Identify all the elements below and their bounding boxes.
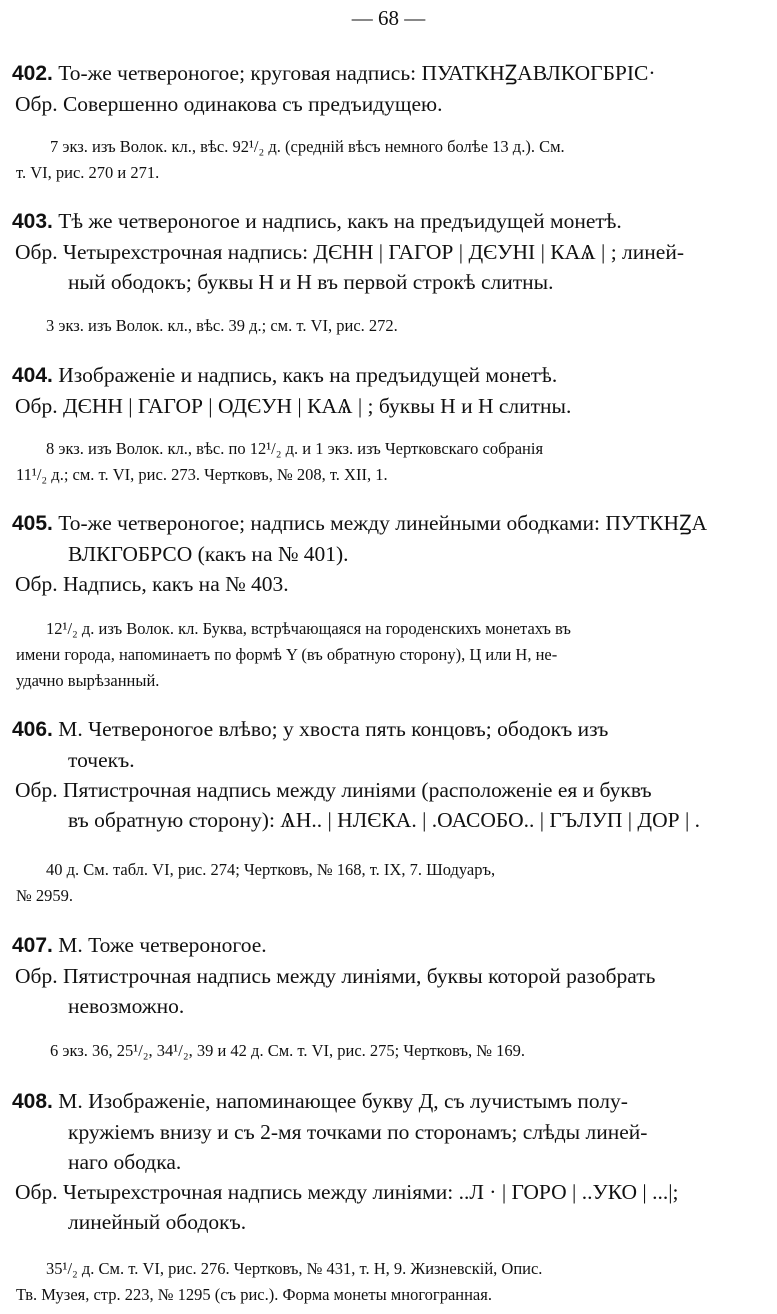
entry-405 <box>12 508 767 599</box>
note-line: 8 экз. изъ Волок. кл., вѣс. по 12¹/₂ д. и 1 экз. изъ Чертковскаго собранія <box>46 439 544 458</box>
note-line: 40 д. См. табл. VI, рис. 274; Чертковъ, № 168, т. IX, 7. Шодуаръ, <box>46 860 496 879</box>
entry-number: 404. <box>12 364 53 387</box>
entry-402 <box>12 58 767 119</box>
note-line: 11¹/₂ д.; см. т. VI, рис. 273. Чертковъ, № 208, т. XII, 1. <box>16 465 388 484</box>
entry-line: въ обратную сторону): ѦН.. | НЛЄКА. | .ОАСОБО.. | ГЪЛУП | ДОР | . <box>68 808 701 832</box>
entry-line <box>12 714 767 745</box>
note-402 <box>16 134 766 186</box>
note-line: 35¹/₂ д. См. т. VI, рис. 276. Чертковъ, № 431, т. Н, 9. Жизневскій, Опис. <box>46 1259 543 1278</box>
entry-line <box>12 206 767 237</box>
note-405 <box>16 616 766 694</box>
note-406 <box>16 857 766 909</box>
note-line: 12¹/₂ д. изъ Волок. кл. Буква, встрѣчающаяся на городенскихъ монетахъ въ <box>46 619 571 638</box>
entry-number: 406. <box>12 718 53 741</box>
obverse-line: Обр. Надпись, какъ на № 403. <box>15 572 289 596</box>
entry-line: ВЛКГОБРСО (какъ на № 401). <box>68 542 349 566</box>
note-408 <box>16 1256 766 1308</box>
entry-line: наго ободка. <box>68 1150 182 1174</box>
entry-line <box>12 930 767 961</box>
entry-line: точекъ. <box>68 748 135 772</box>
note-line: Тв. Музея, стр. 223, № 1295 (съ рис.). Форма монеты многогранная. <box>16 1285 492 1304</box>
entry-text: М. Тоже четвероногое. <box>58 933 267 957</box>
entry-line: кружіемъ внизу и съ 2-мя точками по сторонамъ; слѣды линей- <box>68 1120 648 1144</box>
note-line: т. VI, рис. 270 и 271. <box>16 163 160 182</box>
entry-text: Тѣ же четвероногое и надпись, какъ на предъидущей монетѣ. <box>58 209 622 233</box>
entry-line: линейный ободокъ. <box>68 1210 247 1234</box>
entry-number: 407. <box>12 934 53 957</box>
note-line: 7 экз. изъ Волок. кл., вѣс. 92¹/₂ д. (средній вѣсъ немного болѣе 13 д.). См. <box>50 137 565 156</box>
entry-text: Изображеніе и надпись, какъ на предъидущей монетѣ. <box>58 363 558 387</box>
entry-403 <box>12 206 767 297</box>
entry-407 <box>12 930 767 1021</box>
note-line: № 2959. <box>16 886 73 905</box>
entry-number: 403. <box>12 210 53 233</box>
note-407 <box>16 1038 766 1064</box>
entry-text: М. Четвероногое влѣво; у хвоста пять концовъ; ободокъ изъ <box>58 717 609 741</box>
note-line: удачно вырѣзанный. <box>16 671 160 690</box>
entry-text: То-же четвероногое; надпись между линейными ободками: ПУТКНꙀА <box>58 511 708 535</box>
entry-408 <box>12 1086 767 1237</box>
entry-line <box>12 58 767 89</box>
entry-404 <box>12 360 767 421</box>
entry-line: ный ободокъ; буквы Н и Н въ первой строкѣ слитны. <box>68 270 554 294</box>
note-404 <box>16 436 766 488</box>
note-line: имени города, напоминаетъ по формѣ Y (въ обратную сторону), Ц или Н, не- <box>16 645 558 664</box>
obverse-line: Обр. ДЄНН | ГАГОР | ОДЄУН | КАѦ | ; буквы Н и Н слитны. <box>15 394 572 418</box>
entry-text: То-же четвероногое; круговая надпись: ПУАТКНꙀАВЛКОГБРІС· <box>58 61 656 85</box>
note-line: 6 экз. 36, 25¹/₂, 34¹/₂, 39 и 42 д. См. т. VI, рис. 275; Чертковъ, № 169. <box>50 1041 526 1060</box>
obverse-line: Обр. Совершенно одинакова съ предъидущею. <box>15 92 443 116</box>
entry-number: 408. <box>12 1090 53 1113</box>
entry-number: 402. <box>12 62 53 85</box>
note-line: 3 экз. изъ Волок. кл., вѣс. 39 д.; см. т. VI, рис. 272. <box>46 316 398 335</box>
entry-line: невозможно. <box>68 994 185 1018</box>
obverse-line: Обр. Четырехстрочная надпись между линіями: ..Л · | ГОРО | ..УКО | ...|; <box>15 1180 679 1204</box>
obverse-line: Обр. Четырехстрочная надпись: ДЄНН | ГАГОР | ДЄУНІ | КАѦ | ; линей- <box>15 240 685 264</box>
entry-line <box>12 1086 767 1117</box>
entry-line <box>12 360 767 391</box>
entry-text: М. Изображеніе, напоминающее букву Д, съ лучистымъ полу- <box>58 1089 628 1113</box>
entry-406 <box>12 714 767 835</box>
obverse-line: Обр. Пятистрочная надпись между линіями (расположеніе ея и буквъ <box>15 778 652 802</box>
entry-number: 405. <box>12 512 53 535</box>
obverse-line: Обр. Пятистрочная надпись между линіями, буквы которой разобрать <box>15 964 656 988</box>
page-number: — 68 — <box>351 6 426 30</box>
entry-line <box>12 508 767 539</box>
note-403 <box>16 313 766 339</box>
